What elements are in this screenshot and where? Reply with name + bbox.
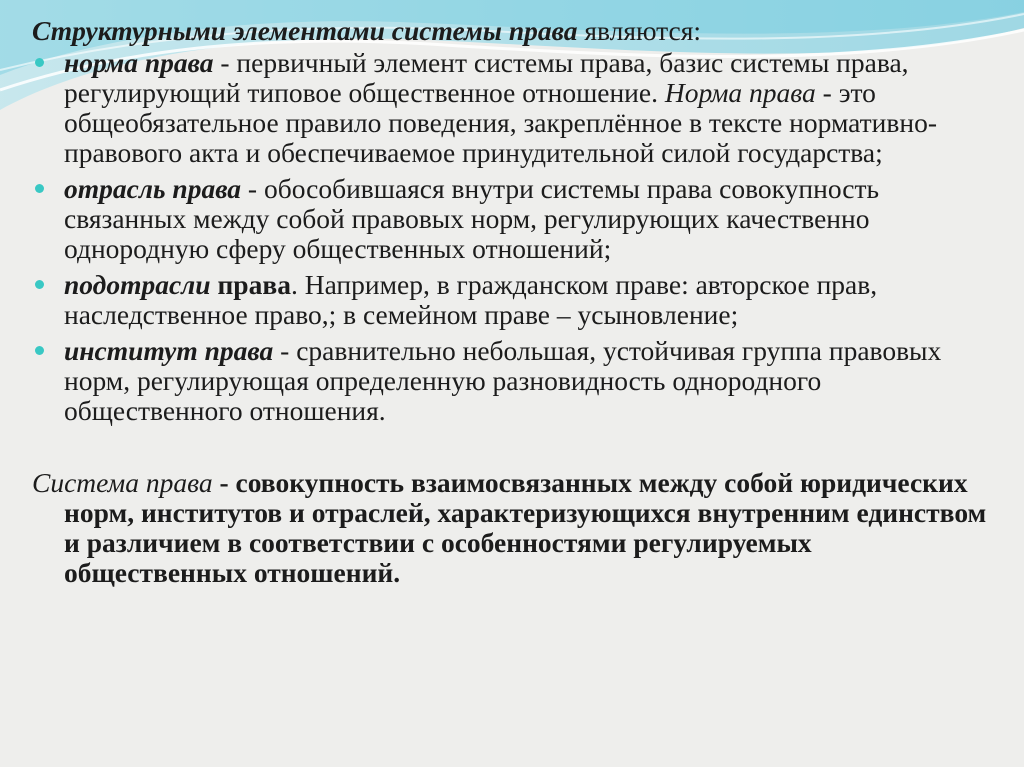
bullet-icon — [35, 58, 44, 67]
term: отрасль права — [64, 173, 242, 204]
description-secondary: - это общеобязательное правило поведения, закреплённое в тексте нормативно-правового акта и обеспечиваемое принудительной силой государства; — [64, 77, 937, 168]
definition-text: - совокупность взаимосвязанных между собой юридических норм, институтов и отраслей, характеризующихся внутренним единством и различием в соответствии с особенностями регулируемых общественных отношений. — [64, 467, 987, 588]
intro-rest: являются: — [577, 15, 702, 46]
definition-term: Система права — [32, 467, 213, 498]
term: подотрасли — [64, 269, 211, 300]
elements-list — [32, 48, 992, 426]
bullet-icon — [35, 184, 44, 193]
slide-content — [32, 16, 992, 588]
term-bold: права — [210, 269, 291, 300]
list-item-branch — [32, 174, 992, 264]
system-definition — [32, 468, 992, 588]
bullet-icon — [35, 280, 44, 289]
list-item-norm — [32, 48, 992, 168]
description: - обособившаяся внутри системы права совокупность связанных между собой правовых норм, регулирующих качественно однородную сферу общественных отношений; — [64, 173, 880, 264]
list-item-subbranch — [32, 270, 992, 330]
description: - первичный элемент системы права, базис системы права, регулирующий типовое общественное отношение. — [64, 47, 909, 108]
description: - сравнительно небольшая, устойчивая группа правовых норм, регулирующая определенную разновидность однородного общественного отношения. — [64, 335, 942, 426]
term: норма права — [64, 47, 214, 78]
intro-line — [32, 16, 992, 46]
intro-lead: Структурными элементами системы права — [32, 15, 578, 46]
term-secondary: Норма права — [664, 77, 816, 108]
term: институт права — [64, 335, 274, 366]
description: . Например, в гражданском праве: авторское прав, наследственное право,; в семейном праве – усыновление; — [64, 269, 878, 330]
bullet-icon — [35, 346, 44, 355]
list-item-institution — [32, 336, 992, 426]
